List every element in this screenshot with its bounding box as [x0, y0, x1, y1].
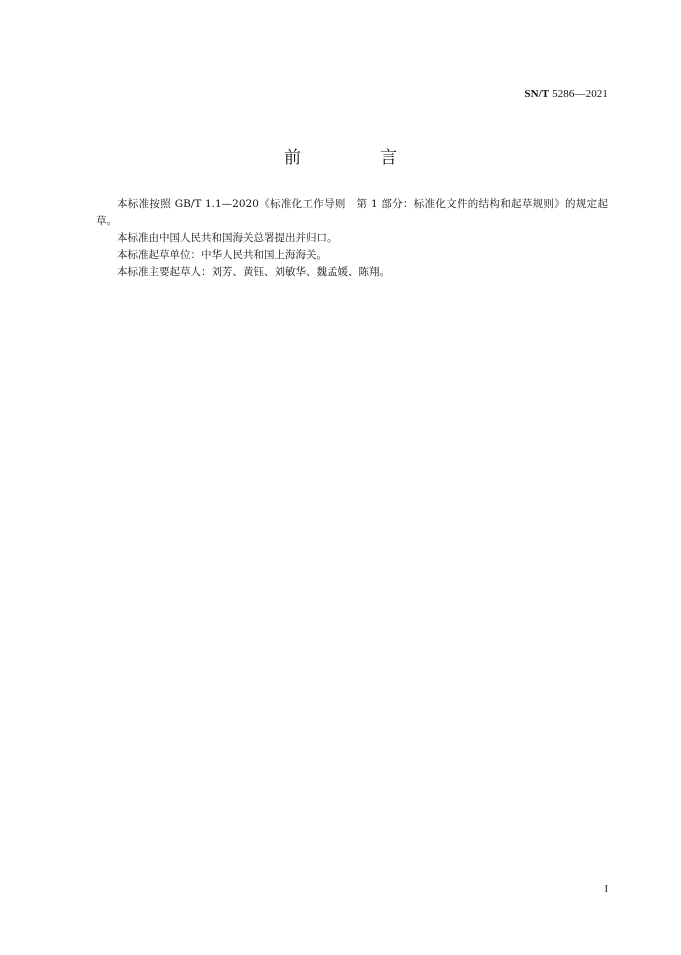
paragraph-drafting-unit: 本标准起草单位：中华人民共和国上海海关。 [117, 249, 327, 261]
standard-code [524, 88, 608, 100]
preface-body [96, 196, 608, 281]
standard-number: 5286—2021 [552, 88, 608, 100]
paragraph-proposer: 本标准由中国人民共和国海关总署提出并归口。 [117, 232, 338, 244]
page-number: I [604, 884, 608, 895]
page-title: 前 言 [284, 148, 428, 168]
standard-prefix: SN/T [524, 88, 550, 100]
paragraph-drafters: 本标准主要起草人：刘芳、黄钰、刘敏华、魏孟媛、陈翔。 [117, 266, 390, 278]
paragraph-drafting-rules: 本标准按照 GB/T 1.1—2020《标准化工作导则 第 1 部分：标准化文件的结构和起草规则》的规定起草。 [96, 198, 608, 227]
